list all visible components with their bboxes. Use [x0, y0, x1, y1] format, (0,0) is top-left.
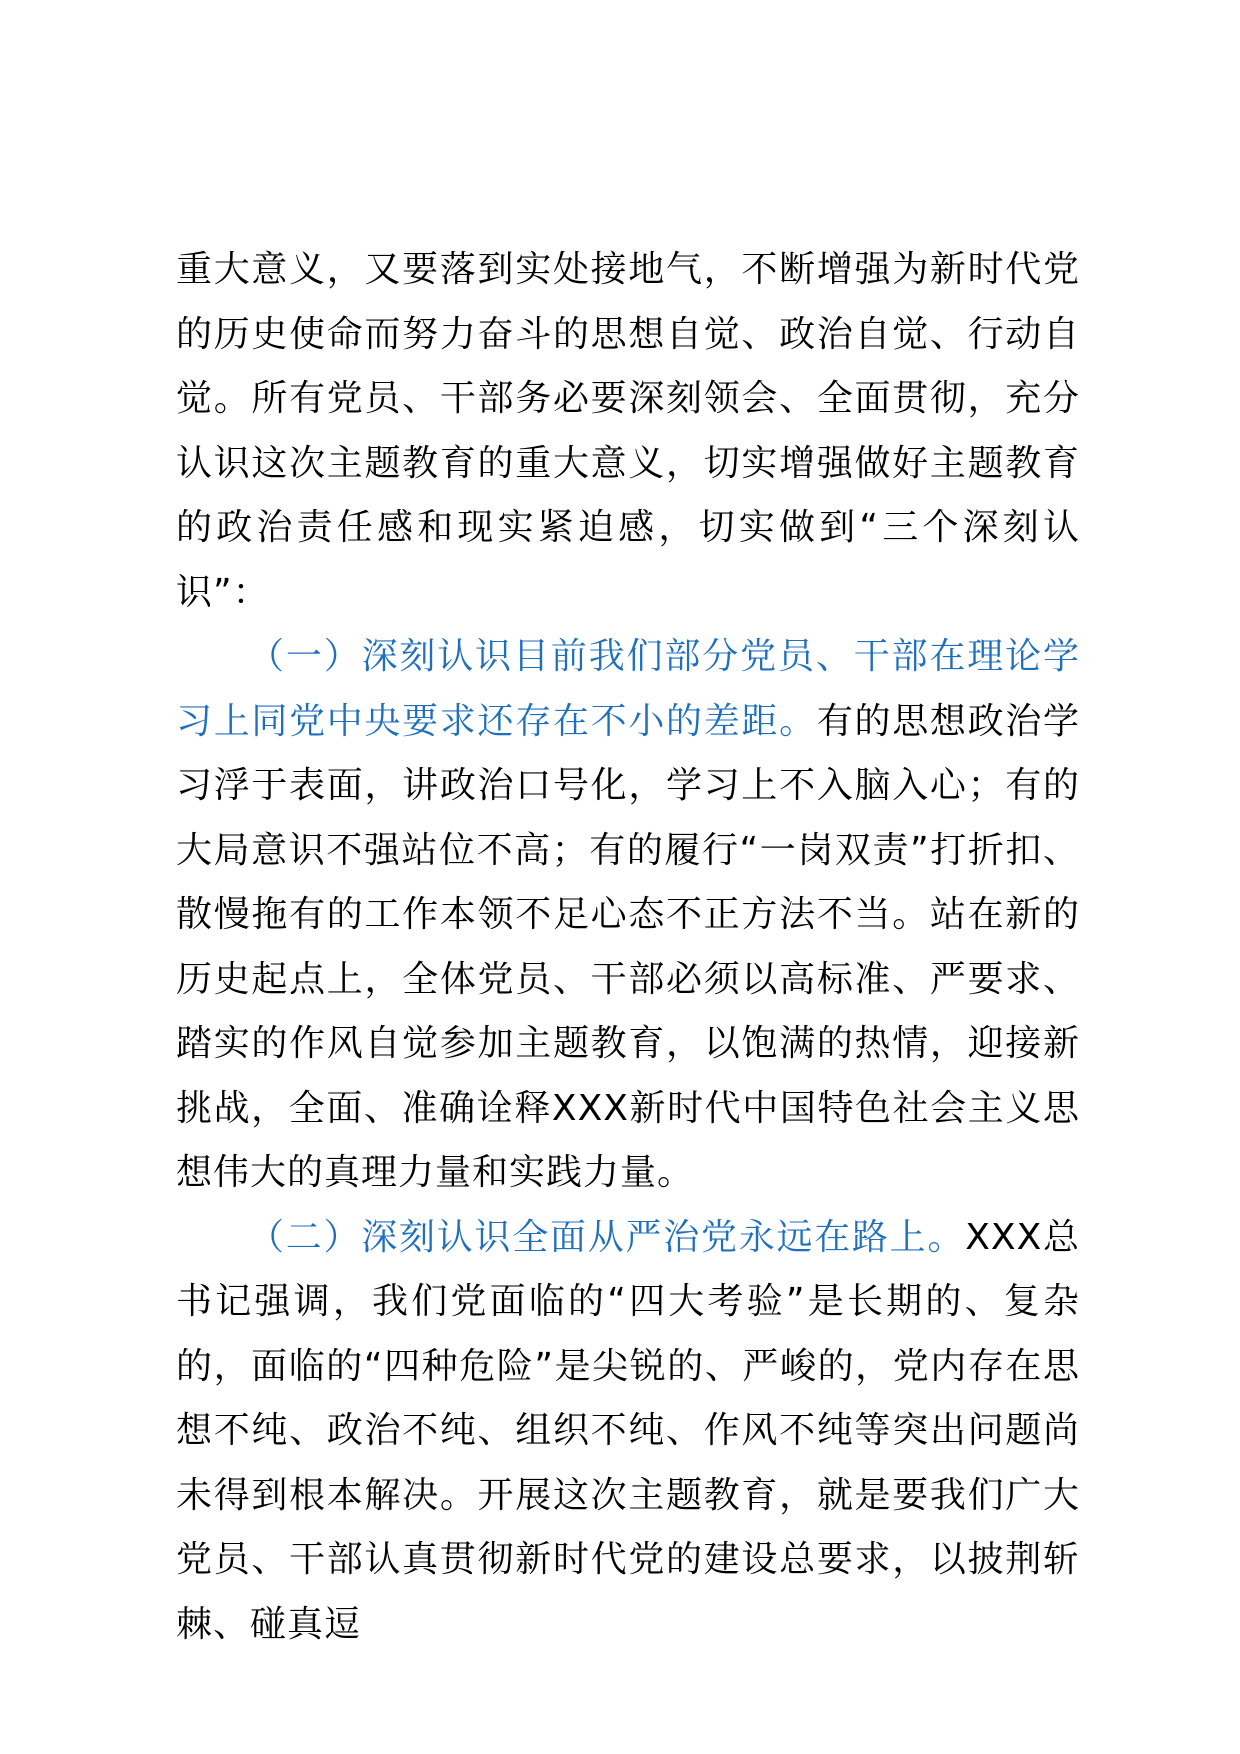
paragraph-intro	[176, 238, 1080, 625]
paragraph-text: 重大意义，又要落到实处接地气，不断增强为新时代党的历史使命而努力奋斗的思想自觉、政治自觉、行动自觉。所有党员、干部务必要深刻领会、全面贯彻，充分认识这次主题教育的重大意义，切实增强做好主题教育的政治责任感和现实紧迫感，切实做到“三个深刻认识”：	[176, 249, 1080, 613]
document-body	[176, 238, 1080, 1657]
paragraph-section-two	[176, 1206, 1080, 1658]
paragraph-text: 有的思想政治学习浮于表面，讲政治口号化，学习上不入脑入心；有的大局意识不强站位不高；有的履行“一岗双责”打折扣、散慢拖有的工作本领不足心态不正方法不当。站在新的历史起点上，全体党员、干部必须以高标准、严要求、踏实的作风自觉参加主题教育，以饱满的热情，迎接新挑战，全面、准确诠释XXX新时代中国特色社会主义思想伟大的真理力量和实践力量。	[176, 700, 1080, 1193]
section-heading-one: （一）深刻认识目前我们部分党员、干部在理论学习上同党中央要求还存在不小的差距。	[176, 636, 1080, 742]
paragraph-text: XXX总书记强调，我们党面临的“四大考验”是长期的、复杂的，面临的“四种危险”是尖锐的、严峻的，党内存在思想不纯、政治不纯、组织不纯、作风不纯等突出问题尚未得到根本解决。开展这次主题教育，就是要我们广大党员、干部认真贯彻新时代党的建设总要求，以披荆斩棘、碰真逗	[176, 1216, 1080, 1645]
paragraph-section-one	[176, 625, 1080, 1206]
section-heading-two: （二）深刻认识全面从严治党永远在路上。	[248, 1216, 966, 1258]
